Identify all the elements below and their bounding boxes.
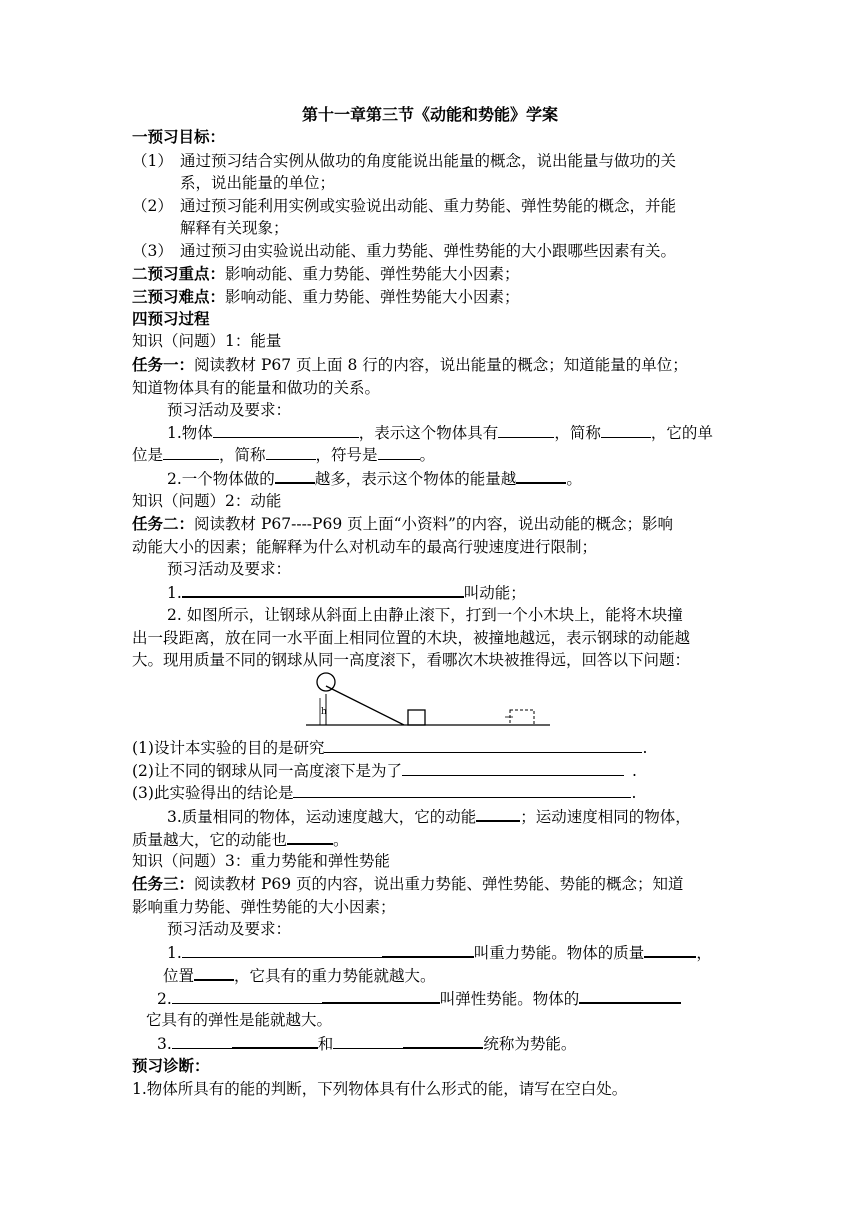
blank-field[interactable] [163,444,219,460]
k2-q3-text-a: 3.质量相同的物体，运动速度越大，它的动能 [167,808,477,826]
experiment-diagram [300,668,555,732]
k2-q3-line-1 [167,805,691,828]
k2-sub2-line [132,760,637,782]
k2-sub3-dot: . [631,784,637,802]
k3-q2-line-2: 它具有的弹性是能就越大。 [146,1011,333,1029]
k1-q2-text-b: 越多，表示这个物体的能量越 [314,470,517,488]
goal-1-line-1 [132,150,676,172]
ramp-slope [326,686,404,725]
k3-q1-text-e: ，它具有的重力势能就越大。 [234,967,436,985]
k3-task-text-1: 阅读教材 P69 页的内容，说出重力势能、弹性势能、势能的概念；知道 [194,875,684,893]
goal-2-line-1 [132,195,676,217]
blank-field[interactable] [172,988,322,1004]
blank-field[interactable] [213,422,359,438]
k2-sub3-line [132,782,636,804]
k3-q1-text-b: 叫重力势能。物体的质量 [473,944,645,962]
k2-sub1-text: (1)设计本实验的目的是研究 [132,739,325,757]
k2-sub3-text: (3)此实验得出的结论是 [132,784,294,802]
steel-ball-icon [317,673,335,691]
blank-field[interactable] [232,1032,318,1049]
blank-field[interactable] [322,987,440,1004]
k3-q3-text-a: 3. [157,1035,172,1053]
k1-q1-text-a: 1.物体 [167,424,213,442]
blank-field[interactable] [293,782,631,798]
k1-q1-text-c: ，简称 [554,424,601,442]
blank-field[interactable] [476,805,520,822]
blank-field[interactable] [182,581,464,598]
k3-q3-text-b: 和 [317,1035,334,1053]
k2-sub2-dot: . [631,762,637,780]
k1-q1-text-f: ，简称 [219,446,266,464]
diagnosis-q1: 1.物体所具有的能的判断，下列物体具有什么形式的能，请写在空白处。 [132,1080,628,1098]
k2-q3-text-b: ；运动速度相同的物体， [520,808,691,826]
k1-task-text-2: 知道物体具有的能量和做功的关系。 [132,379,381,397]
goals-heading: 一预习目标： [132,127,226,146]
focus-line [132,263,520,285]
blank-field[interactable] [324,737,642,753]
k3-q1-text-c: ， [696,944,712,962]
k3-q3-text-c: 统称为势能。 [483,1035,577,1053]
k1-q1-line-1 [167,422,713,444]
k2-task-text-2: 动能大小的因素；能解释为什么对机动车的最高行驶速度进行限制； [132,538,598,556]
wood-block-moved-dashed [510,710,534,725]
k2-q3-text-c: 质量越大，它的动能也 [132,831,288,849]
blank-field[interactable] [172,1033,232,1049]
k1-q1-text-g: ，符号是 [315,446,378,464]
blank-field[interactable] [516,467,566,484]
k1-title: 知识（问题）1：能量 [132,332,282,350]
k3-q1-text-a: 1. [167,944,182,962]
k2-task-label: 任务二： [132,514,195,533]
k2-q2-line-1: 2. 如图所示，让钢球从斜面上由静止滚下，打到一个小木块上，能将木块撞 [167,606,683,624]
goal-2-text-2: 解释有关现象； [180,219,289,237]
difficulty-line [132,286,520,308]
k3-q2-line-1 [157,987,681,1010]
goal-2-number: （2） [132,197,173,215]
goal-1-text-2: 系，说出能量的单位； [180,174,336,192]
blank-field[interactable] [287,828,333,845]
k3-q1-line-1 [167,941,712,964]
k2-q1-text-a: 1. [167,584,182,602]
k2-task-text-1: 阅读教材 P67----P69 页上面“小资料”的内容，说出动能的概念；影响 [194,515,673,533]
goal-3-text: 通过预习由实验说出动能、重力势能、弹性势能的大小跟哪些因素有关。 [180,242,677,260]
goal-3-number: （3） [132,242,173,260]
k2-title: 知识（问题）2：动能 [132,492,282,510]
k3-q2-text-b: 叫弹性势能。物体的 [439,990,580,1008]
blank-field[interactable] [182,942,382,958]
difficulty-label: 三预习难点： [132,287,226,306]
k2-q2-line-2: 出一段距离，放在同一水平面上相同位置的木块，被撞地越远，表示钢球的动能越 [132,629,691,647]
k1-requirements: 预习活动及要求： [167,401,292,419]
k2-q3-line-2 [132,828,349,851]
blank-field[interactable] [402,760,624,776]
blank-field[interactable] [194,964,234,981]
blank-field[interactable] [403,1032,483,1049]
k3-task-line-1 [132,873,684,895]
k2-q1-text-b: 叫动能； [463,584,526,602]
k3-title: 知识（问题）3：重力势能和弹性势能 [132,852,390,870]
k3-q1-text-d: 位置 [163,967,195,985]
blank-field[interactable] [382,941,474,958]
k1-task-text-1: 阅读教材 P67 页上面 8 行的内容，说出能量的概念；知道能量的单位； [194,356,688,374]
page-title: 第十一章第三节《动能和势能》学案 [301,105,558,124]
process-heading: 四预习过程 [132,309,210,328]
k2-q2-line-3: 大。现用质量不同的钢球从同一高度滚下，看哪次木块被推得远，回答以下问题： [132,651,691,669]
blank-field[interactable] [579,987,681,1004]
goal-3-line [132,240,676,262]
goal-1-number: （1） [132,152,173,170]
k1-task-line-1 [132,354,688,376]
k2-sub1-line [132,737,647,759]
goal-2-text-1: 通过预习能利用实例或实验说出动能、重力势能、弹性势能的概念，并能 [180,197,677,215]
blank-field[interactable] [275,467,315,484]
focus-label: 二预习重点： [132,264,226,283]
focus-text: 影响动能、重力势能、弹性势能大小因素； [225,265,520,283]
k2-task-line-1 [132,513,673,535]
blank-field[interactable] [378,444,420,460]
blank-field[interactable] [333,1033,403,1049]
k1-q2-text-a: 2.一个物体做的 [167,470,275,488]
k3-task-label: 任务三： [132,874,195,893]
goal-1-text-1: 通过预习结合实例从做功的角度能说出能量的概念，说出能量与做功的关 [180,152,677,170]
blank-field[interactable] [644,941,696,958]
k1-q1-text-e: 位是 [132,446,164,464]
k1-q1-line-2 [132,444,435,466]
k3-q2-text-a: 2. [157,990,172,1008]
difficulty-text: 影响动能、重力势能、弹性势能大小因素； [225,288,520,306]
k3-task-text-2: 影响重力势能、弹性势能的大小因素； [132,898,396,916]
k2-sub1-dot: . [642,739,648,757]
k1-q1-text-h: 。 [419,446,436,464]
k3-requirements: 预习活动及要求： [167,920,292,938]
k2-q1-line [167,581,526,604]
k1-task-label: 任务一： [132,355,195,374]
k3-q3-line [157,1032,576,1055]
k2-q3-text-d: 。 [333,831,349,849]
k1-q1-text-b: ，表示这个物体具有 [358,424,499,442]
k2-requirements: 预习活动及要求： [167,560,292,578]
blank-field[interactable] [601,422,651,438]
k1-q1-text-d: ，它的单 [650,424,713,442]
height-label: h [321,707,327,717]
wood-block [408,710,425,725]
k1-q2-line [167,467,582,490]
k3-q1-line-2 [163,964,436,987]
k1-q2-text-c: 。 [566,470,582,488]
blank-field[interactable] [498,422,554,438]
blank-field[interactable] [266,444,316,460]
k2-sub2-text: (2)让不同的钢球从同一高度滚下是为了 [132,762,402,780]
diagnosis-heading: 预习诊断： [132,1056,210,1075]
